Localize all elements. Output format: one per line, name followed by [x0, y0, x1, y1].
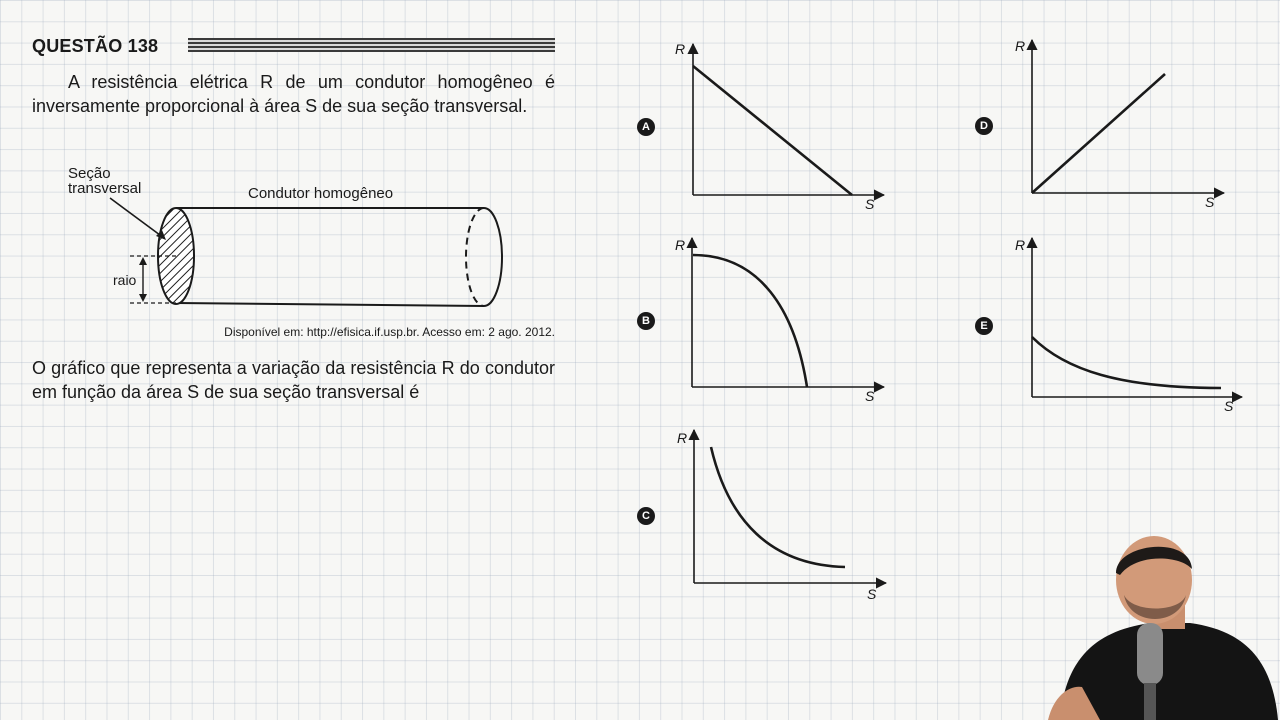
axis-s-d: S	[1205, 194, 1215, 210]
graph-e	[1032, 238, 1242, 397]
curve-c	[711, 447, 845, 567]
axis-r-e: R	[1015, 237, 1026, 253]
graph-c	[694, 430, 886, 583]
curve-a	[693, 66, 852, 195]
axis-s-a: S	[865, 196, 875, 212]
conductor-label: Condutor homogêneo	[248, 185, 394, 202]
option-c[interactable]: C	[637, 507, 655, 525]
axis-r-b: R	[675, 237, 686, 253]
axis-s-c: S	[867, 586, 877, 602]
radius-label: raio	[113, 272, 137, 288]
source-citation: Disponível em: http://efisica.if.usp.br. Acesso em: 2 ago. 2012.	[224, 325, 555, 339]
option-a[interactable]: A	[637, 118, 655, 136]
curve-d	[1032, 74, 1165, 193]
option-d[interactable]: D	[975, 117, 993, 135]
option-b[interactable]: B	[637, 312, 655, 330]
presenter-shirt	[1060, 623, 1278, 720]
graph-a	[693, 44, 884, 195]
presenter-figure	[1040, 535, 1280, 720]
question-body: A resistência elétrica R de um condutor homogêneo é inversamente proporcional à área S de sua seção transversal.	[32, 72, 555, 116]
question-prompt: O gráfico que representa a variação da resistência R do condutor em função da área S de sua seção transversal é	[32, 358, 555, 402]
axis-r-a: R	[675, 41, 686, 57]
section-label-1: Seção	[68, 165, 111, 182]
section-label-2: transversal	[68, 180, 142, 197]
axis-r-d: R	[1015, 38, 1026, 54]
curve-e	[1032, 337, 1221, 388]
axis-s-b: S	[865, 388, 875, 404]
axis-r-c: R	[677, 430, 688, 446]
graph-d	[1032, 40, 1224, 193]
presenter-webcam	[1040, 535, 1280, 720]
axis-s-e: S	[1224, 398, 1234, 414]
curve-b	[693, 255, 807, 387]
graph-b	[692, 238, 884, 387]
option-e[interactable]: E	[975, 317, 993, 335]
microphone	[1137, 623, 1163, 685]
question-title: QUESTÃO 138	[32, 36, 159, 56]
